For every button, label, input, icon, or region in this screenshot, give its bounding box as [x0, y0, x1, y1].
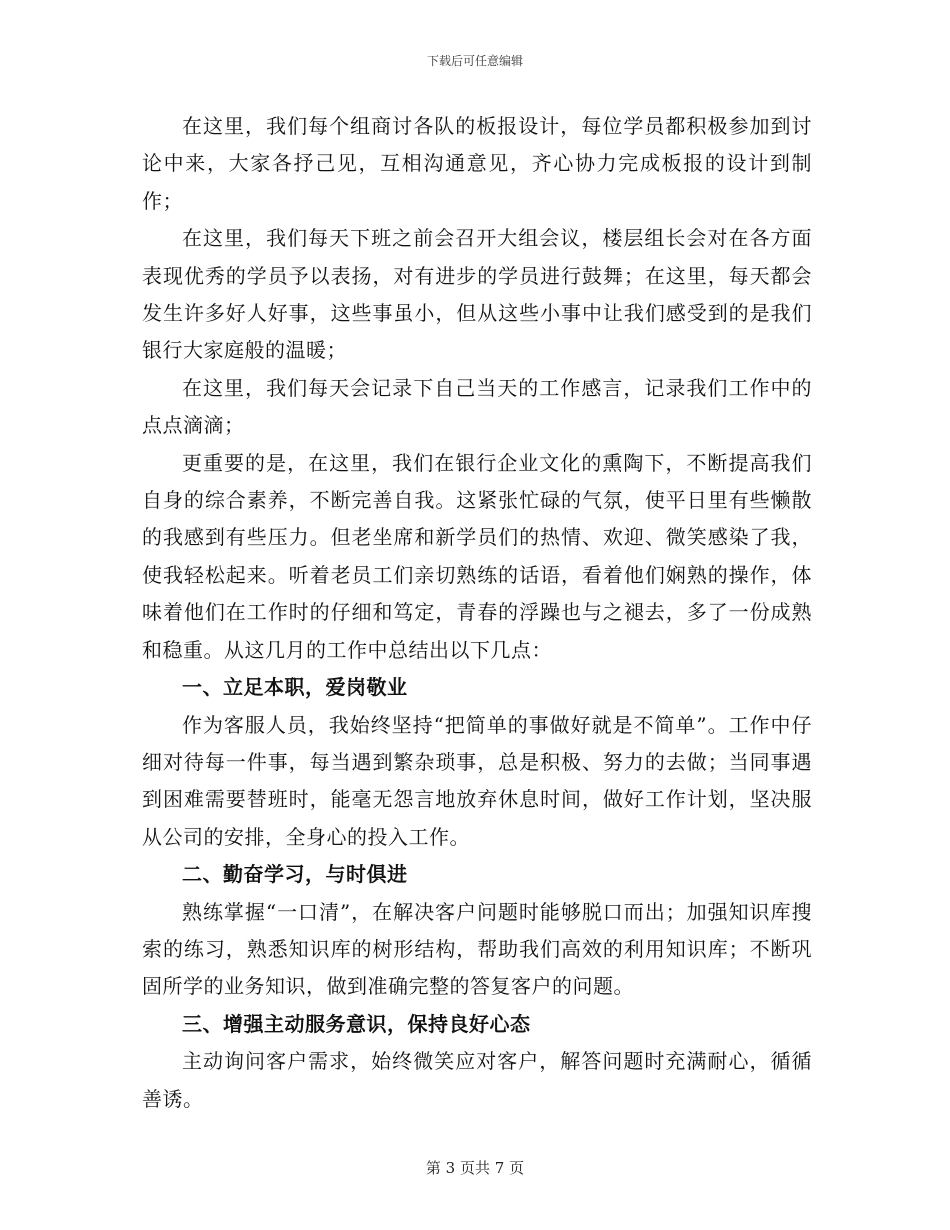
section-heading-1: 一、立足本职，爱岗敬业 [182, 675, 408, 700]
page-number: 第 3 页共 7 页 [425, 1159, 525, 1177]
header-note: 下载后可任意编辑 [426, 54, 523, 68]
paragraph-section-2: 熟练掌握“一口清”，在解决客户问题时能够脱口而出；加强知识库搜索的练习，熟悉知识库的树形结构，帮助我们高效的利用知识库；不断巩固所学的业务知识，做到准确完整的答复客户的问题。 [142, 899, 812, 999]
paragraph-section-3: 主动询问客户需求，始终微笑应对客户，解答问题时充满耐心，循循善诱。 [142, 1049, 812, 1111]
paragraph-work-notes: 在这里，我们每天会记录下自己当天的工作感言，记录我们工作中的点点滴滴； [142, 375, 812, 438]
document-body [142, 108, 812, 1118]
section-heading-2: 二、勤奋学习，与时俱进 [182, 862, 408, 887]
section-heading-3: 三、增强主动服务意识，保持良好心态 [182, 1011, 531, 1036]
paragraph-board-design: 在这里，我们每个组商讨各队的板报设计，每位学员都积极参加到讨论中来，大家各抒己见，互相沟通意见，齐心协力完成板报的设计到制作； [142, 114, 812, 213]
paragraph-corporate-culture: 更重要的是，在这里，我们在银行企业文化的熏陶下，不断提高我们自身的综合素养，不断完善自我。这紧张忙碌的气氛，使平日里有些懒散的我感到有些压力。但老坐席和新学员们的热情、欢迎、微笑感染了我，使我轻松起来。听着老员工们亲切熟练的话语，看着他们娴熟的操作，体味着他们在工作时的仔细和笃定，青春的浮躁也与之褪去，多了一份成熟和稳重。从这几月的工作中总结出以下几点： [142, 450, 812, 662]
paragraph-group-meeting: 在这里，我们每天下班之前会召开大组会议，楼层组长会对在各方面表现优秀的学员予以表扬，对有进步的学员进行鼓舞；在这里，每天都会发生许多好人好事，这些事虽小，但从这些小事中让我们感受到的是我们银行大家庭般的温暖； [142, 226, 812, 363]
paragraph-section-1: 作为客服人员，我始终坚持“把简单的事做好就是不简单”。工作中仔细对待每一件事，每当遇到繁杂琐事，总是积极、努力的去做；当同事遇到困难需要替班时，能毫无怨言地放弃休息时间，做好工作计划，坚决服从公司的安排，全身心的投入工作。 [142, 712, 812, 849]
